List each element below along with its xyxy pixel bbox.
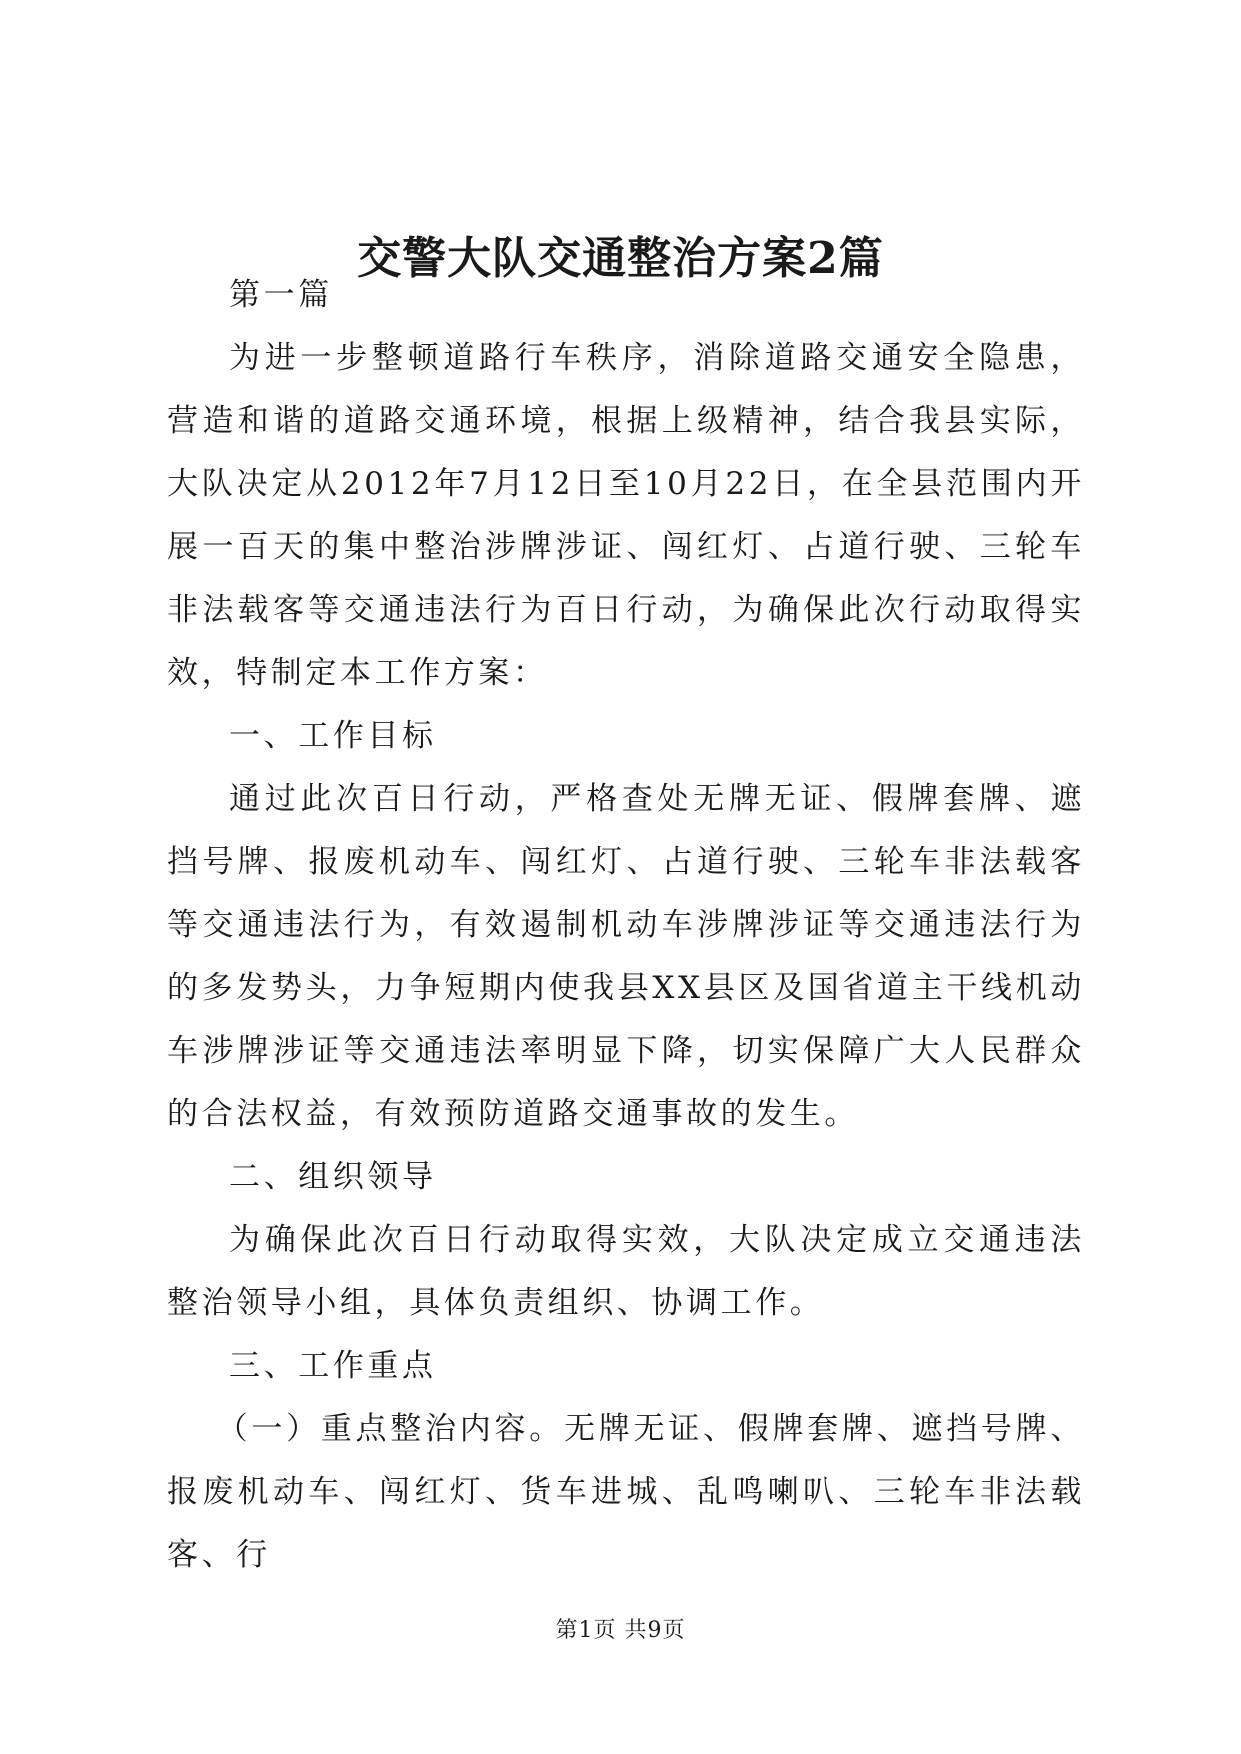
organization-paragraph: 为确保此次百日行动取得实效，大队决定成立交通违法整治领导小组，具体负责组织、协调工作。 [167, 1222, 1085, 1321]
document-body [167, 264, 1085, 1587]
intro-paragraph: 为进一步整顿道路行车秩序，消除道路交通安全隐患，营造和谐的道路交通环境，根据上级精神，结合我县实际，大队决定从2012年7月12日至10月22日，在全县范围内开展一百天的集中整治涉牌涉证、闯红灯、占道行驶、三轮车非法载客等交通违法行为百日行动，为确保此次行动取得实效，特制定本工作方案： [167, 340, 1085, 691]
section-heading-organization: 二、组织领导 [229, 1159, 437, 1195]
document-title: 交警大队交通整治方案2篇 [357, 233, 884, 284]
work-goals-paragraph: 通过此次百日行动，严格查处无牌无证、假牌套牌、遮挡号牌、报废机动车、闯红灯、占道行驶、三轮车非法载客等交通违法行为，有效遏制机动车涉牌涉证等交通违法行为的多发势头，力争短期内使我县XX县区及国省道主干线机动车涉牌涉证等交通违法率明显下降，切实保障广大人民群众的合法权益，有效预防道路交通事故的发生。 [167, 781, 1085, 1132]
section-heading-work-goals: 一、工作目标 [229, 718, 437, 754]
section-heading-part-one: 第一篇 [229, 277, 333, 313]
work-focus-paragraph: （一）重点整治内容。无牌无证、假牌套牌、遮挡号牌、报废机动车、闯红灯、货车进城、乱鸣喇叭、三轮车非法载客、行 [167, 1411, 1085, 1573]
page-number-footer: 第1页 共9页 [555, 1618, 686, 1643]
section-heading-work-focus: 三、工作重点 [229, 1348, 437, 1384]
